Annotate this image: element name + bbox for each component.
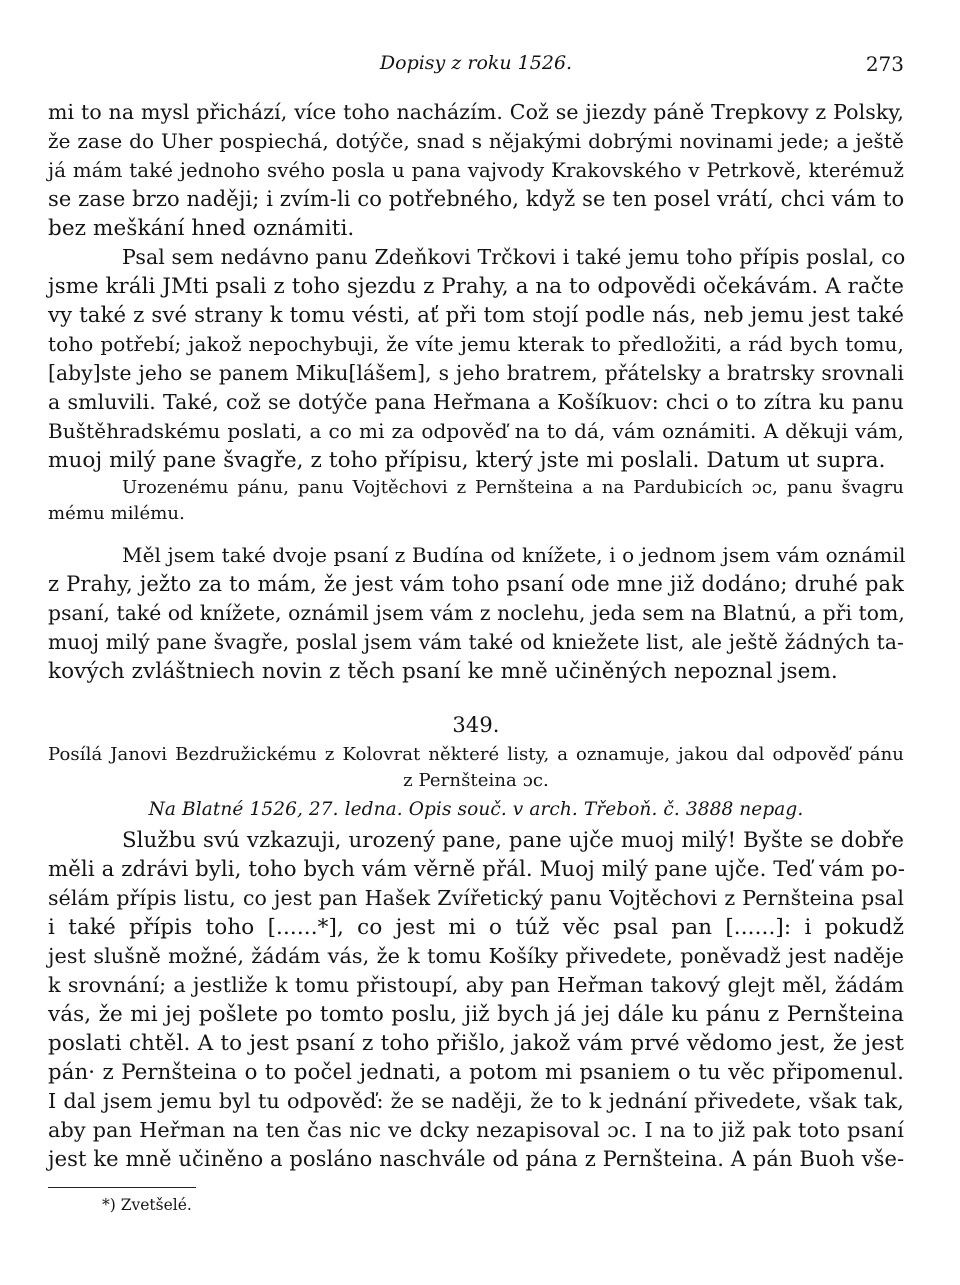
running-head [48,52,904,78]
text-line: kových zvláštniech novin z těch psaní ke mně učiněných nepoznal jsem. [48,659,838,684]
text-line: že zase do Uher pospiechá, dotýče, snad s nějakými dobrými novinami jede; a ještě [48,129,904,153]
letter-349-text [48,826,904,1174]
text-line: [aby]ste jeho se panem Miku[lášem], s jeho bratrem, přátelsky a bratrsky srovnali [48,361,904,385]
text-line: měli a zdrávi byli, toho bych vám věrně přál. Muoj milý pane ujče. Teď vám po- [48,857,906,882]
letter-349-header [48,708,904,826]
paragraph-continuation [48,98,904,243]
text-line: pán· z Pernšteina o to počel jednati, a potom mi psaniem o tu věc připomenul. [48,1060,904,1085]
text-line: se zase brzo naději; i zvím-li co potřebného, když se ten posel vrátí, chci vám to [48,187,905,211]
text-line: sélám přípis listu, co jest pan Hašek Zvířetický panu Vojtěchovi z Pernšteina psal [48,886,904,910]
text-line: k srovnání; a jestliže k tomu přistoupí, aby pan Heřman takový glejt měl, žádám [48,973,904,997]
letter-summary-line: Posílá Janovi Bezdružickému z Kolovrat některé listy, a oznamuje, jakou dal odpověď pánu [48,744,904,765]
letter-summary-line: z Pernšteina ɔc. [403,770,549,791]
text-line: a smluvili. Také, což se dotýče pana Heřmana a Košíkuov: chci o to zítra ku panu [48,390,904,414]
text-line: muoj milý pane švagře, poslal jsem vám také od kniežete list, ale ještě žádných ta- [48,630,904,654]
letter-source: Na Blatné 1526, 27. ledna. Opis souč. v arch. Třeboň. č. 3888 nepag. [148,799,804,820]
text-line: Buštěhradskému poslati, a co mi za odpověď na to dá, vám oznámiti. A děkuji vám, [48,419,904,443]
text-line: bez meškání hned oznámiti. [48,216,355,241]
text-line: z Prahy, ježto za to mám, že jest vám toho psaní ode mne již dodáno; druhé pak [48,572,904,596]
letter-address [48,475,904,527]
text-line: poslati chtěl. A to jest psaní z toho přišlo, jakož vám prvé vědomo jest, že jest [48,1031,904,1056]
text-line: Měl jsem také dvoje psaní z Budína od knížete, i o jednom jsem vám oznámil [122,543,906,567]
footnote-rule [48,1187,196,1188]
spacer [48,686,904,708]
paragraph-trcka [48,243,904,475]
text-line: toho potřebí; jakož nepochybuji, že víte jemu kterak to předložiti, a rád bych tomu, [48,332,904,356]
text-line: aby pan Heřman na ten čas nic ve dcky nezapisoval ɔc. I na to již pak toto psaní [48,1118,904,1142]
text-line: mi to na mysl přichází, více toho nacházím. Což se jiezdy páně Trepkovy z Polsky, [48,100,904,124]
text-line: vás, že mi jej pošlete po tomto poslu, již bych já jej dále ku pánu z Pernšteina [48,1002,904,1027]
text-line: Službu svú vzkazuji, urozený pane, pane ujče muoj milý! Byšte se dobře [122,828,904,853]
text-line: Psal sem nedávno panu Zdeňkovi Trčkovi i také jemu toho přípis poslal, co [122,245,906,269]
text-line: psaní, také od knížete, oznámil jsem vám z noclehu, jeda sem na Blatnú, a při tom, [48,601,905,625]
text-line: I dal jsem jemu byl tu odpověď: že se naději, že to k jednání přivedete, však tak, [48,1089,904,1113]
page-number: 273 [865,52,904,76]
letter-number: 349. [452,713,500,737]
running-title: Dopisy z roku 1526. [379,52,573,74]
text-line: muoj milý pane švagře, z toho přípisu, který jste mi poslali. Datum ut supra. [48,448,886,473]
paragraph-postscript [48,541,904,686]
text-line: jest ke mně učiněno a posláno naschvále od pána z Pernšteina. A pán Buoh vše- [48,1147,905,1171]
text-line: vy také z své strany k tomu vésti, ať při tom stojí podle nás, neb jemu jest také [48,303,904,328]
text-line: já mám také jednoho svého posla u pana vajvody Krakovského v Petrkově, kterémuž [48,159,904,182]
text-line: i také přípis toho [......*], co jest mi o túž věc psal pan [......]: i pokudž [48,915,904,940]
address-line: Urozenému pánu, panu Vojtěchovi z Pernšteina a na Pardubicích ɔc, panu švagru [122,477,904,498]
spacer [48,527,904,541]
text-line: jsme králi JMti psali z toho sjezdu z Prahy, a na to odpovědi očekávám. A račte [48,274,904,299]
footnote: *) Zvetšelé. [102,1196,192,1214]
text-line: jest slušně možné, žádám vás, že k tomu Košíky přivedete, poněvadž jest naděje [48,944,904,968]
page-body [48,98,904,1174]
address-line: mému milému. [48,503,185,524]
